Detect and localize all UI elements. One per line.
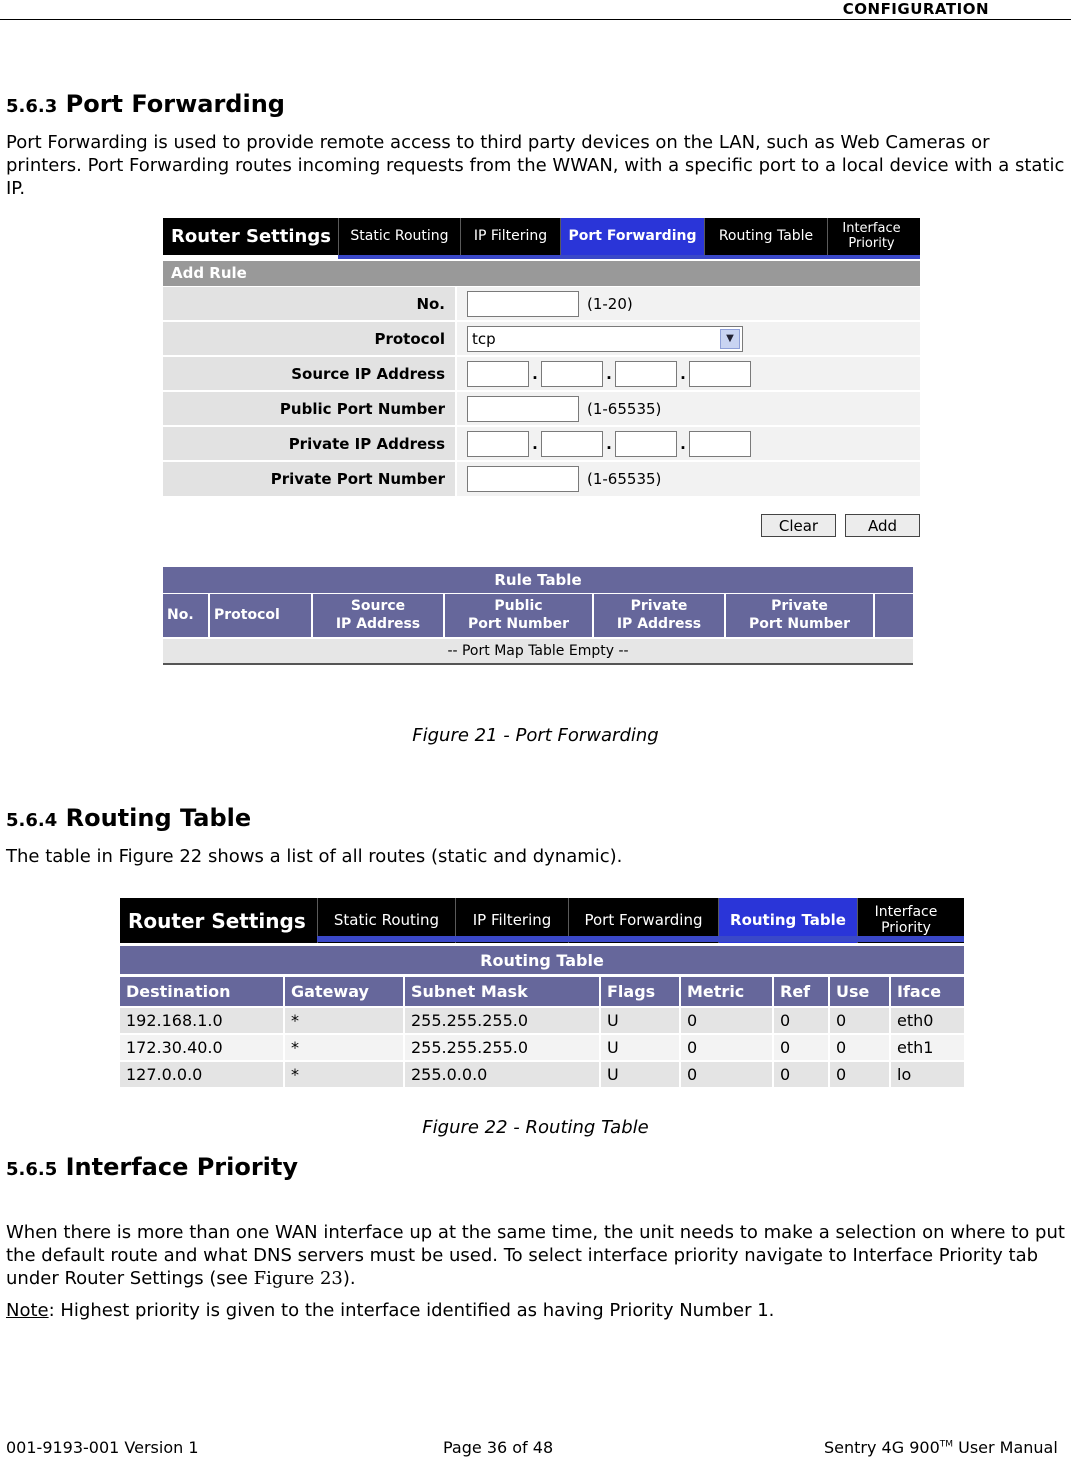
row-source-ip: Source IP Address . . . [163, 357, 920, 392]
col-no: No. [163, 594, 210, 637]
no-input[interactable] [467, 291, 579, 317]
label-protocol: Protocol [163, 322, 455, 357]
tabbar-underline-2 [317, 936, 964, 942]
private-ip-octet-1[interactable] [467, 431, 529, 457]
source-ip-octet-4[interactable] [689, 361, 751, 387]
table-row: 192.168.1.0 * 255.255.255.0 U 0 0 0 eth0 [120, 1008, 964, 1033]
no-hint: (1-20) [587, 294, 633, 313]
heading-routing-table: 5.6.4 Routing Table [6, 804, 252, 832]
private-port-hint: (1-65535) [587, 470, 662, 488]
tab-interface-priority-2[interactable]: Interface Priority [857, 898, 954, 943]
heading-interface-priority: 5.6.5 Interface Priority [6, 1153, 299, 1181]
row-protocol [163, 322, 920, 357]
add-rule-band: Add Rule [163, 261, 920, 286]
tab-ip-filtering[interactable]: IP Filtering [460, 218, 560, 255]
tab-port-forwarding[interactable]: Port Forwarding [560, 218, 704, 255]
source-ip-octet-2[interactable] [541, 361, 603, 387]
public-port-hint: (1-65535) [587, 399, 662, 418]
col-actions [875, 594, 913, 637]
source-ip-octet-1[interactable] [467, 361, 529, 387]
protocol-select[interactable] [467, 326, 743, 352]
figure-port-forwarding [163, 218, 920, 668]
label-private-port: Private Port Number [163, 462, 455, 498]
label-no: No. [163, 287, 455, 322]
clear-button[interactable]: Clear [761, 514, 836, 537]
col-use: Use [830, 977, 891, 1006]
source-ip-octet-3[interactable] [615, 361, 677, 387]
tab-interface-priority[interactable]: Interface Priority [827, 218, 915, 255]
col-iface: Iface [891, 977, 964, 1006]
rule-table-header [163, 594, 913, 637]
protocol-value: tcp [472, 329, 496, 348]
section-label: CONFIGURATION [842, 0, 989, 18]
interface-priority-paragraph: When there is more than one WAN interface up at the same time, the unit needs to make a selection on where to put the default route and what DNS servers must be used. To select interface priority navigate to Interface Priority tab under Router Settings (see Figure 23). [6, 1222, 1065, 1289]
footer-page-number: Page 36 of 48 [443, 1438, 554, 1457]
col-destination: Destination [120, 977, 285, 1006]
priority-note: Note: Highest priority is given to the interface identified as having Priority Number 1. [6, 1300, 775, 1321]
port-forwarding-paragraph: Port Forwarding is used to provide remote access to third party devices on the LAN, such as Web Cameras or printers. Port Forwarding routes incoming requests from the WWAN, with a specific port to a local device with a static IP. [6, 132, 1065, 199]
col-source-ip: Source IP Address [313, 594, 445, 637]
tab-routing-table-2[interactable]: Routing Table [718, 898, 857, 943]
tab-port-forwarding-2[interactable]: Port Forwarding [568, 898, 718, 943]
caption-figure-21: Figure 21 - Port Forwarding [412, 725, 659, 746]
routing-table-header [120, 977, 964, 1006]
router-settings-title-2: Router Settings [128, 908, 306, 933]
col-metric: Metric [681, 977, 774, 1006]
row-public-port [163, 392, 920, 427]
row-no [163, 287, 920, 322]
footer-doc-id: 001-9193-001 Version 1 [6, 1438, 199, 1457]
label-private-ip: Private IP Address [163, 427, 455, 462]
tab-static-routing[interactable]: Static Routing [338, 218, 460, 255]
private-ip-octet-3[interactable] [615, 431, 677, 457]
rule-table-empty: -- Port Map Table Empty -- [163, 639, 913, 665]
tab-routing-table[interactable]: Routing Table [704, 218, 827, 255]
private-ip-octet-4[interactable] [689, 431, 751, 457]
routing-table-paragraph: The table in Figure 22 shows a list of all routes (static and dynamic). [6, 846, 623, 867]
table-row: 127.0.0.0 * 255.0.0.0 U 0 0 0 lo [120, 1062, 964, 1087]
row-private-port [163, 462, 920, 498]
chevron-down-icon[interactable]: ▼ [720, 329, 740, 349]
caption-figure-22: Figure 22 - Routing Table [422, 1117, 649, 1138]
routing-table-title: Routing Table [120, 946, 964, 974]
col-gateway: Gateway [285, 977, 405, 1006]
table-row: 172.30.40.0 * 255.255.255.0 U 0 0 0 eth1 [120, 1035, 964, 1060]
private-ip-octet-2[interactable] [541, 431, 603, 457]
label-source-ip: Source IP Address [163, 357, 455, 392]
figure-routing-table [120, 898, 964, 1088]
col-ref: Ref [774, 977, 830, 1006]
note-label: Note [6, 1300, 49, 1321]
col-public-port: Public Port Number [445, 594, 594, 637]
label-public-port: Public Port Number [163, 392, 455, 427]
col-protocol: Protocol [210, 594, 313, 637]
tab-static-routing-2[interactable]: Static Routing [317, 898, 455, 943]
tabbar-underline [338, 255, 920, 259]
col-private-ip: Private IP Address [594, 594, 726, 637]
footer-product: Sentry 4G 900™ User Manual [824, 1438, 1058, 1457]
add-button[interactable]: Add [845, 514, 920, 537]
row-private-ip: Private IP Address . . . [163, 427, 920, 462]
col-private-port: Private Port Number [726, 594, 875, 637]
public-port-input[interactable] [467, 396, 579, 422]
router-settings-title: Router Settings [171, 226, 331, 247]
page-header [0, 0, 1071, 20]
private-port-input[interactable] [467, 466, 579, 492]
col-flags: Flags [601, 977, 681, 1006]
router-settings-tabbar [163, 218, 920, 255]
rule-table-title: Rule Table [163, 567, 913, 593]
heading-port-forwarding: 5.6.3 Port Forwarding [6, 90, 285, 118]
col-subnet-mask: Subnet Mask [405, 977, 601, 1006]
tab-ip-filtering-2[interactable]: IP Filtering [455, 898, 568, 943]
figure-23-reference: Figure 23 [253, 1268, 343, 1289]
